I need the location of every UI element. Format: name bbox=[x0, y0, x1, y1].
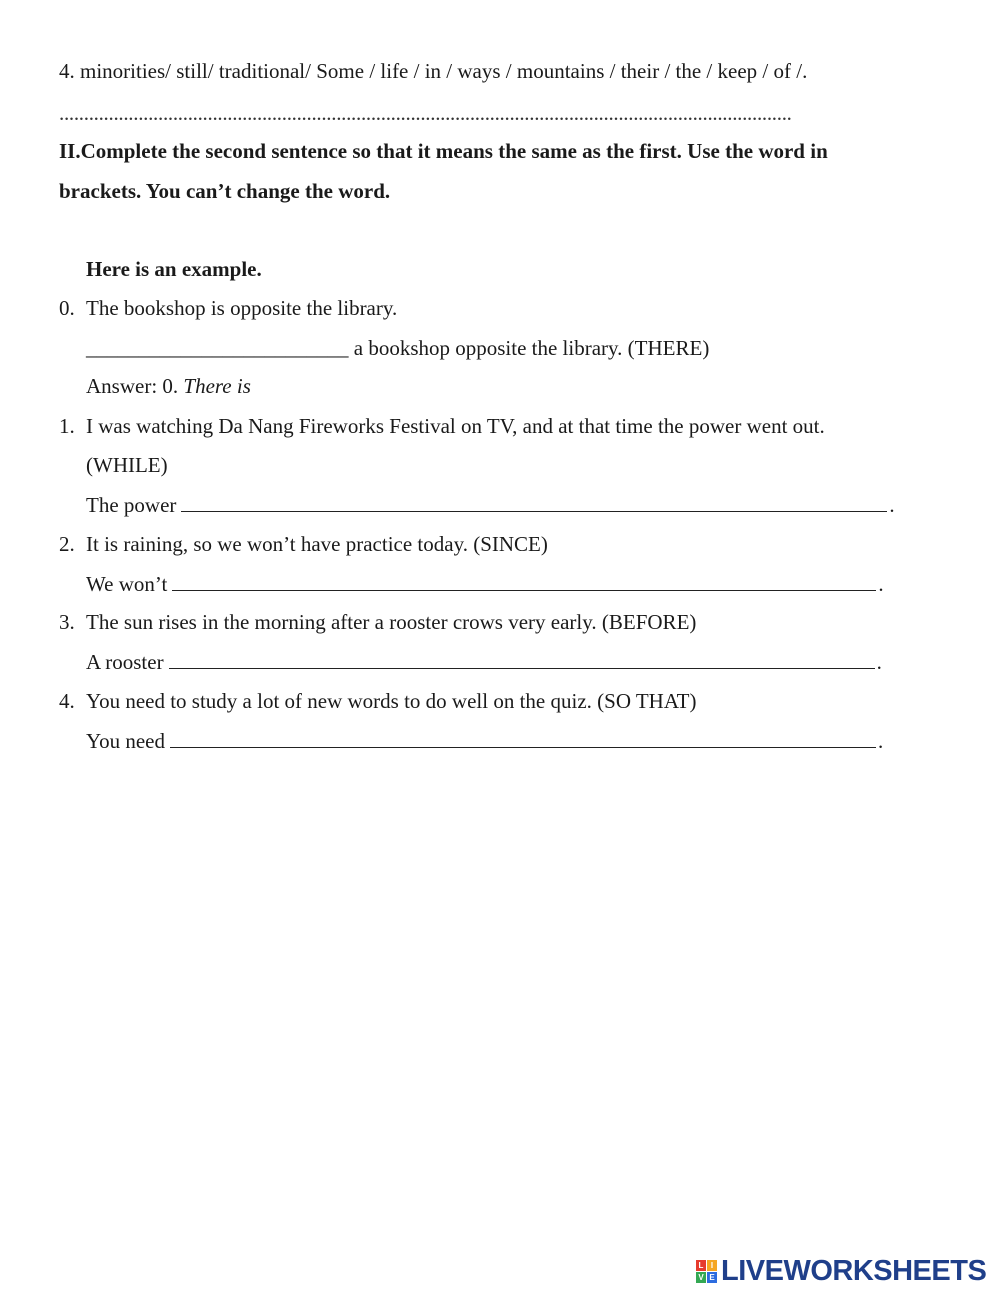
item-2-rewrite bbox=[86, 570, 884, 597]
example-rewrite-text: a bookshop opposite the library. (THERE) bbox=[353, 336, 710, 360]
item-3-number: 3. bbox=[59, 610, 75, 634]
item-3-prompt: A rooster bbox=[86, 650, 164, 674]
item-4-prompt: You need bbox=[86, 729, 165, 753]
logo-tile-i: I bbox=[707, 1260, 717, 1271]
item-2-end: . bbox=[878, 572, 884, 596]
example-number: 0. bbox=[59, 296, 75, 320]
item-3-answer-blank[interactable] bbox=[169, 648, 875, 669]
item-1-answer-blank[interactable] bbox=[181, 491, 887, 512]
logo-tile-l: L bbox=[696, 1260, 706, 1271]
section2-instruction: II.Complete the second sentence so that it means the same as the first. Use the word in bbox=[59, 139, 828, 163]
item-4-sentence: You need to study a lot of new words to do well on the quiz. (SO THAT) bbox=[86, 689, 697, 713]
item-4-end: . bbox=[877, 729, 884, 753]
liveworksheets-logo-text: LIVEWORKSHEETS bbox=[721, 1254, 987, 1287]
item-1-keyword: (WHILE) bbox=[86, 453, 168, 477]
example-rewrite bbox=[86, 335, 709, 361]
item-4-number: 4. bbox=[59, 689, 75, 713]
section2-instruction-cont: brackets. You can’t change the word. bbox=[59, 179, 391, 203]
item-4-answer-blank[interactable] bbox=[170, 727, 876, 748]
item-3-rewrite bbox=[86, 648, 882, 675]
item-2-number: 2. bbox=[59, 532, 75, 556]
example-blank: _________________________ bbox=[86, 336, 349, 360]
logo-tile-v: V bbox=[696, 1272, 706, 1283]
liveworksheets-logo-icon bbox=[696, 1260, 717, 1283]
logo-tile-e: E bbox=[707, 1272, 717, 1283]
item-3-end: . bbox=[876, 650, 882, 674]
question-4-scrambled: 4. minorities/ still/ traditional/ Some / life / in / ways / mountains / their / the / keep / of /. bbox=[59, 59, 808, 83]
example-heading: Here is an example. bbox=[86, 257, 262, 281]
item-4-rewrite bbox=[86, 727, 883, 754]
item-1-prompt: The power bbox=[86, 493, 177, 517]
item-1-number: 1. bbox=[59, 414, 75, 438]
item-2-sentence: It is raining, so we won’t have practice today. (SINCE) bbox=[86, 532, 548, 556]
item-3-sentence: The sun rises in the morning after a rooster crows very early. (BEFORE) bbox=[86, 610, 697, 634]
liveworksheets-logo bbox=[696, 1254, 986, 1288]
example-answer-value: There is bbox=[183, 374, 251, 398]
item-1-rewrite bbox=[86, 491, 895, 518]
answer-dots-line[interactable]: .................................................................................................................................................... bbox=[59, 101, 792, 125]
item-1-sentence: I was watching Da Nang Fireworks Festival on TV, and at that time the power went out. bbox=[86, 414, 825, 438]
item-1-end: . bbox=[889, 493, 895, 517]
example-answer-label: Answer: 0. bbox=[86, 374, 179, 398]
example-answer bbox=[86, 373, 251, 399]
item-2-answer-blank[interactable] bbox=[172, 570, 876, 591]
example-sentence: The bookshop is opposite the library. bbox=[86, 296, 398, 320]
item-2-prompt: We won’t bbox=[86, 572, 168, 596]
